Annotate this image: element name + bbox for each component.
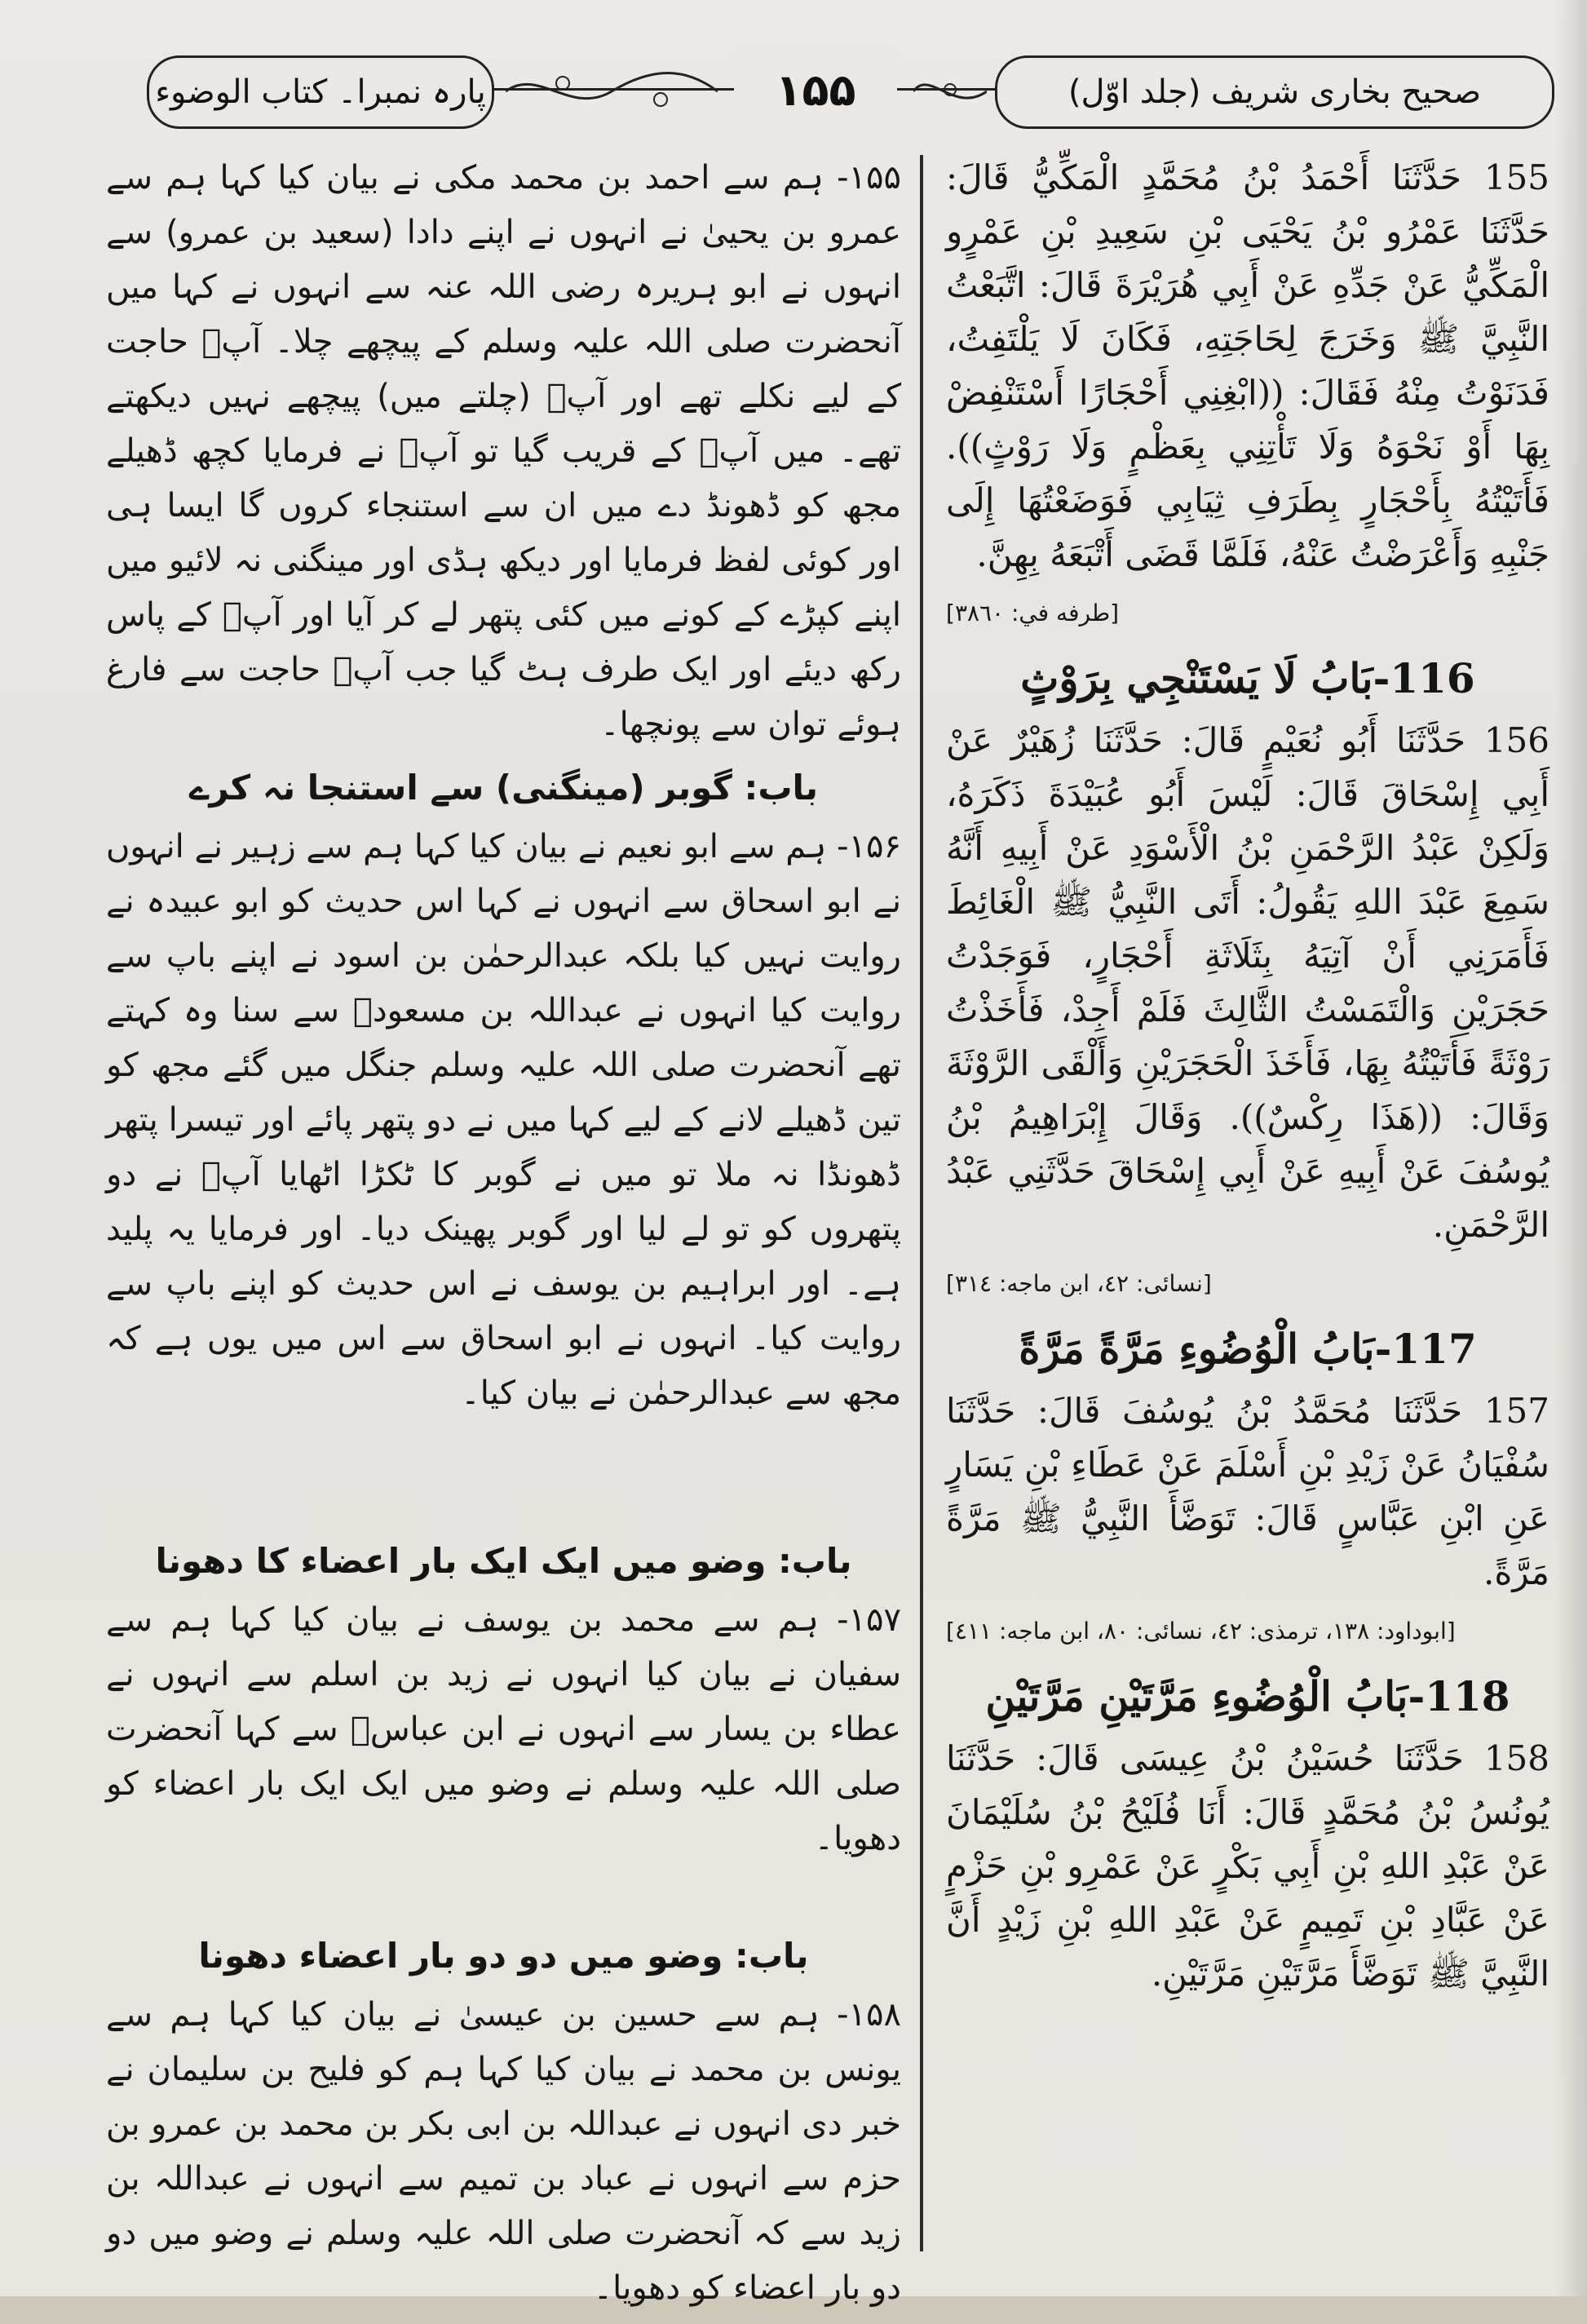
- reference-155: [طرفه في: ٣٨٦٠]: [946, 600, 1120, 626]
- urdu-chapter-heading-do: باب: وضو میں دو دو بار اعضاء دھونا: [198, 1936, 809, 1976]
- page-header: [147, 33, 1549, 139]
- vine-ornament-left: [506, 65, 718, 117]
- reference-156: [نسائی: ٤٢، ابن ماجه: ٣١٤]: [946, 1270, 1212, 1297]
- header-book-title: صحیح بخاری شریف (جلد اوّل): [995, 55, 1554, 129]
- urdu-hadith-155: ۱۵۵- ہم سے احمد بن محمد مکی نے بیان کیا کہا ہم سے عمرو بن یحییٰ نے انہوں نے اپنے دادا (سعید بن عمرو) سے انہوں نے ابو ہریرہ رضی اللہ عنہ سے انہوں نے کہا میں آنحضرت صلی اللہ علیہ وسلم کے پیچھے چلا۔ آپؐ حاجت کے لیے نکلے تھے اور آپؐ (چلتے میں) پیچھے نہیں دیکھتے تھے۔ میں آپؐ کے قریب گیا تو آپؐ نے فرمایا کچھ ڈھیلے مجھ کو ڈھونڈ دے میں ان سے استنجاء کروں گا ایسا ہی اور کوئی لفظ فرمایا اور دیکھ ہڈی اور مینگنی نہ لائیو میں اپنے کپڑے کے کونے میں کئی پتھر لے کر آیا اور آپؐ کے پاس رکھ دیئے اور ایک طرف ہٹ گیا جب آپؐ حاجت سے فارغ ہوئے توان سے پونچھا۔: [106, 159, 901, 743]
- arabic-text-column: [946, 151, 1549, 2006]
- header-chapter-label: پارہ نمبرا۔ کتاب الوضوء: [147, 55, 494, 129]
- spacer: [106, 1429, 901, 1527]
- reference-157: [ابوداود: ١٣٨، ترمذی: ٤٢، نسائی: ٨٠، ابن ماجه: ٤١١]: [946, 1618, 1456, 1645]
- column-divider: [920, 155, 923, 2251]
- arabic-hadith-157: 157 حَدَّثَنَا مُحَمَّدُ بْنُ يُوسُفَ قَالَ: حَدَّثَنَا سُفْيَانُ عَنْ زَيْدِ بْنِ أَسْلَمَ عَنْ عَطَاءِ بْنِ يَسَارٍ عَنِ ابْنِ عَبَّاسٍ قَالَ: تَوَضَّأَ النَّبِيُّ ﷺ مَرَّةً مَرَّةً.: [946, 1391, 1549, 1592]
- urdu-chapter-heading-gobar: باب: گوبر (مینگنی) سے استنجا نہ کرے: [188, 768, 819, 808]
- arabic-hadith-156: 156 حَدَّثَنَا أَبُو نُعَيْمٍ قَالَ: حَدَّثَنَا زُهَيْرٌ عَنْ أَبِي إِسْحَاقَ قَالَ: لَيْسَ أَبُو عُبَيْدَةَ ذَكَرَهُ، وَلَكِنْ عَبْدُ الرَّحْمَنِ بْنُ الْأَسْوَدِ عَنْ أَبِيهِ أَنَّهُ سَمِعَ عَبْدَ اللهِ يَقُولُ: أَتَى النَّبِيُّ ﷺ الْغَائِطَ فَأَمَرَنِي أَنْ آتِيَهُ بِثَلَاثَةِ أَحْجَارٍ، فَوَجَدْتُ حَجَرَيْنِ وَالْتَمَسْتُ الثَّالِثَ فَلَمْ أَجِدْ، فَأَخَذْتُ رَوْثَةً فَأَتَيْتُهُ بِهَا، فَأَخَذَ الْحَجَرَيْنِ وَأَلْقَى الرَّوْثَةَ وَقَالَ: ((هَذَا رِكْسٌ)). وَقَالَ إِبْرَاهِيمُ بْنُ يُوسُفَ عَنْ أَبِيهِ عَنْ أَبِي إِسْحَاقَ حَدَّثَنِي عَبْدُ الرَّحْمَنِ.: [946, 720, 1549, 1245]
- arabic-chapter-heading-117: 117-بَابُ الْوُضُوءِ مَرَّةً مَرَّةً: [1019, 1325, 1477, 1373]
- urdu-chapter-heading-ek: باب: وضو میں ایک ایک بار اعضاء کا دھونا: [155, 1541, 852, 1581]
- urdu-translation-column: [106, 151, 901, 2324]
- urdu-hadith-157: ۱۵۷- ہم سے محمد بن یوسف نے بیان کیا کہا ہم سے سفیان نے بیان کیا انہوں نے زید بن اسلم سے انہوں نے عطاء بن یسار سے انہوں نے ابن عباسؓ سے کہا آنحضرت صلی اللہ علیہ وسلم نے وضو میں ایک ایک بار اعضاء کو دھویا۔: [106, 1601, 902, 1857]
- urdu-hadith-156: ۱۵۶- ہم سے ابو نعیم نے بیان کیا کہا ہم سے زہیر نے انہوں نے ابو اسحاق سے انہوں نے کہا اس حدیث کو ابو عبیدہ نے روایت نہیں کیا بلکہ عبدالرحمٰن بن اسود نے اپنے باپ سے روایت کیا انہوں نے عبداللہ بن مسعودؓ سے سنا وہ کہتے تھے آنحضرت صلی اللہ علیہ وسلم جنگل میں گئے مجھ کو تین ڈھیلے لانے کے لیے کہا میں نے دو پتھر پائے اور تیسرا پتھر ڈھونڈا نہ ملا تو میں نے گوبر کا ٹکڑا اٹھایا آپؐ نے دو پتھروں کو تو لے لیا اور گوبر پھینک دیا۔ اور فرمایا یہ پلید ہے۔ اور ابراہیم بن یوسف نے اس حدیث کو اپنے باپ سے روایت کیا۔ انہوں نے ابو اسحاق سے اس میں یوں ہے کہ مجھ سے عبدالرحمٰن نے بیان کیا۔: [106, 828, 901, 1412]
- spacer: [106, 1875, 901, 1922]
- arabic-chapter-heading-118: 118-بَابُ الْوُضُوءِ مَرَّتَيْنِ مَرَّتَيْنِ: [985, 1672, 1510, 1720]
- arabic-chapter-heading-116: 116-بَابُ لَا يَسْتَنْجِي بِرَوْثٍ: [1020, 654, 1475, 702]
- arabic-hadith-155: 155 حَدَّثَنَا أَحْمَدُ بْنُ مُحَمَّدٍ الْمَكِّيُّ قَالَ: حَدَّثَنَا عَمْرُو بْنُ يَحْيَى بْنِ سَعِيدِ بْنِ عَمْرٍو الْمَكِّيُّ عَنْ جَدِّهِ عَنْ أَبِي هُرَيْرَةَ قَالَ: اتَّبَعْتُ النَّبِيَّ ﷺ وَخَرَجَ لِحَاجَتِهِ، فَكَانَ لَا يَلْتَفِتُ، فَدَنَوْتُ مِنْهُ فَقَالَ: ((ابْغِنِي أَحْجَارًا أَسْتَنْفِضْ بِهَا أَوْ نَحْوَهُ وَلَا تَأْتِنِي بِعَظْمٍ وَلَا رَوْثٍ)). فَأَتَيْتُهُ بِأَحْجَارٍ بِطَرَفِ ثِيَابِي فَوَضَعْتُهَا إِلَى جَنْبِهِ وَأَعْرَضْتُ عَنْهُ، فَلَمَّا قَضَى أَتْبَعَهُ بِهِنَّ.: [946, 157, 1549, 574]
- urdu-hadith-158: ۱۵۸- ہم سے حسین بن عیسیٰ نے بیان کیا کہا ہم سے یونس بن محمد نے بیان کیا کہا ہم کو فلیح بن سلیمان نے خبر دی انہوں نے عبداللہ بن ابی بکر بن محمد بن عمرو بن حزم سے انہوں نے عباد بن تمیم سے انہوں نے عبداللہ بن زید سے کہ آنحضرت صلی اللہ علیہ وسلم نے وضو میں دو دو بار اعضاء کو دھویا۔: [106, 1996, 901, 2307]
- vine-ornament-right: [913, 65, 987, 117]
- page-number: ۱۵۵: [734, 51, 897, 129]
- arabic-hadith-158: 158 حَدَّثَنَا حُسَيْنُ بْنُ عِيسَى قَالَ: حَدَّثَنَا يُونُسُ بْنُ مُحَمَّدٍ قَالَ: أَنَا فُلَيْحُ بْنُ سُلَيْمَانَ عَنْ عَبْدِ اللهِ بْنِ أَبِي بَكْرٍ عَنْ عَمْرِو بْنِ حَزْمٍ عَنْ عَبَّادِ بْنِ تَمِيمٍ عَنْ عَبْدِ اللهِ بْنِ زَيْدٍ أَنَّ النَّبِيَّ ﷺ تَوَضَّأَ مَرَّتَيْنِ مَرَّتَيْنِ.: [946, 1738, 1549, 1994]
